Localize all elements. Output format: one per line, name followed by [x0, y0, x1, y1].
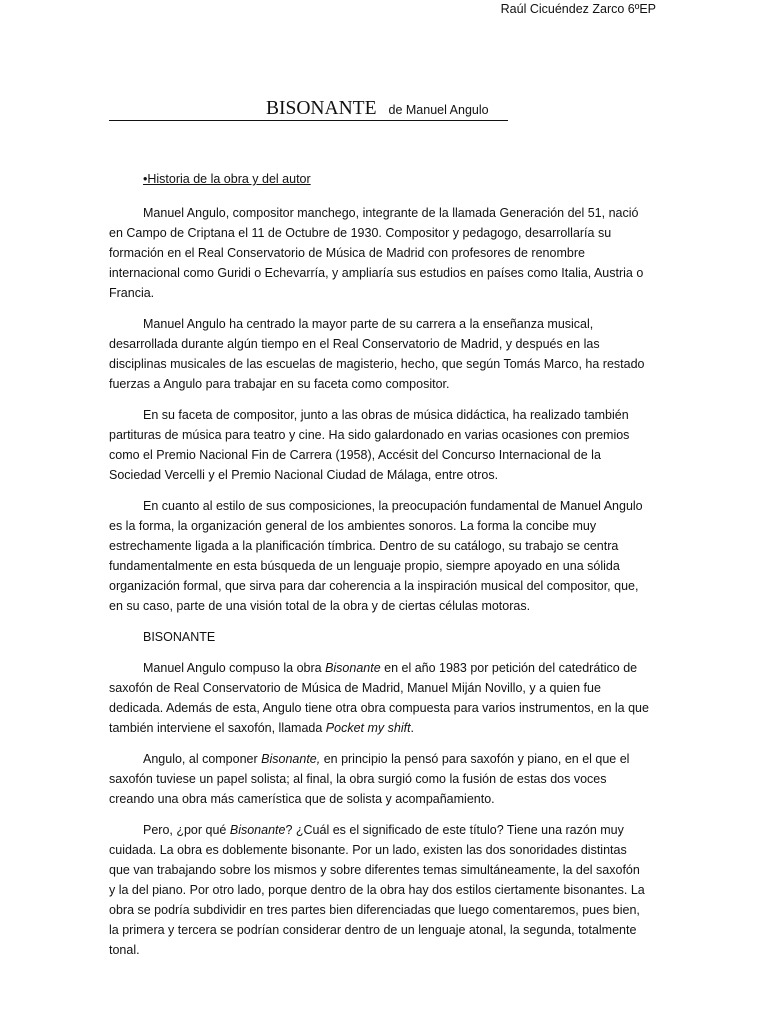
- paragraph-5: [109, 658, 649, 738]
- p6-text-a: Angulo, al componer: [143, 752, 262, 766]
- p5-italic-work: Pocket my shift: [325, 721, 411, 735]
- paragraph-7: [109, 820, 649, 960]
- paragraph-1: Manuel Angulo, compositor manchego, integrante de la llamada Generación del 51, nació en Campo de Criptana el 11 de Octubre de 1930. Compositor y pedagogo, desarrollaría su formación en el Real Conservatorio de Música de Madrid con profesores de renombre internacional como Guridi o Echevarría, y ampliaría sus estudios en países como Italia, Austria o Francia.: [109, 206, 644, 300]
- section-heading: •Historia de la obra y del autor: [143, 172, 311, 186]
- paragraph-2: Manuel Angulo ha centrado la mayor parte de su carrera a la enseñanza musical, desarrollada durante algún tiempo en el Real Conservatorio de Madrid, y después en las disciplinas musicales de las escuelas de magisterio, hecho, que según Tomás Marco, ha restado fuerzas a Angulo para trabajar en su faceta como compositor.: [109, 317, 645, 391]
- p5-text-e: .: [410, 721, 415, 735]
- p6-text-c: en principio la pensó para saxofón y piano, en el que el saxofón tuviese un papel solista; al final, la obra surgió como la fusión de estas dos voces creando una obra más camerística que de solista y acompañamiento.: [109, 752, 630, 806]
- author-name: Raúl Cicuéndez Zarco 6ºEP: [500, 2, 656, 16]
- p7-italic-title: Bisonante: [229, 823, 286, 837]
- p7-text-c: ? ¿Cuál es el significado de este título? Tiene una razón muy cuidada. La obra es doblemente bisonante. Por un lado, existen las dos sonoridades distintas que van trabajando sobre los mismos y sobre diferentes temas simultáneamente, la del saxofón y la del piano. Por otro lado, porque dentro de la obra hay dos estilos ciertamente bisonantes. La obra se podría subdividir en tres partes bien diferenciadas que luego comentaremos, pues bien, la primera y tercera se podrían considerar dentro de un lenguaje atonal, la segunda, totalmente tonal.: [109, 823, 645, 957]
- subheading-bisonante: BISONANTE: [143, 630, 216, 644]
- title-subtitle: de Manuel Angulo: [388, 103, 489, 117]
- document-title: [266, 98, 489, 120]
- p5-italic-title: Bisonante: [325, 661, 381, 675]
- title-main: BISONANTE: [266, 98, 377, 119]
- p6-italic-title: Bisonante,: [261, 752, 321, 766]
- p7-text-a: Pero, ¿por qué: [143, 823, 230, 837]
- paragraph-3: En su faceta de compositor, junto a las obras de música didáctica, ha realizado también partituras de música para teatro y cine. Ha sido galardonado en varias ocasiones con premios como el Premio Nacional Fin de Carrera (1958), Accésit del Concurso Internacional de la Sociedad Vercelli y el Premio Nacional Ciudad de Málaga, entre otros.: [109, 408, 630, 482]
- paragraph-4: En cuanto al estilo de sus composiciones, la preocupación fundamental de Manuel Angulo es la forma, la organización general de los ambientes sonoros. La forma la concibe muy estrechamente ligada a la planificación tímbrica. Dentro de su catálogo, su trabajo se centra fundamentalmente en esta búsqueda de un lenguaje propio, siempre apoyado en una sólida organización formal, que sirva para dar coherencia a la inspiración musical del compositor, que, en su caso, parte de una visión total de la obra y de ciertas células motoras.: [109, 499, 643, 613]
- document-body: [109, 203, 649, 971]
- paragraph-6: [109, 749, 649, 809]
- p5-text-a: Manuel Angulo compuso la obra: [143, 661, 326, 675]
- p5-text-c: en el año 1983 por petición del catedrático de saxofón de Real Conservatorio de Música de Madrid, Manuel Miján Novillo, y a quien fue dedicada. Además de esta, Angulo tiene otra obra compuesta para varios instrumentos, en la que también interviene el saxofón, llamada: [109, 661, 649, 735]
